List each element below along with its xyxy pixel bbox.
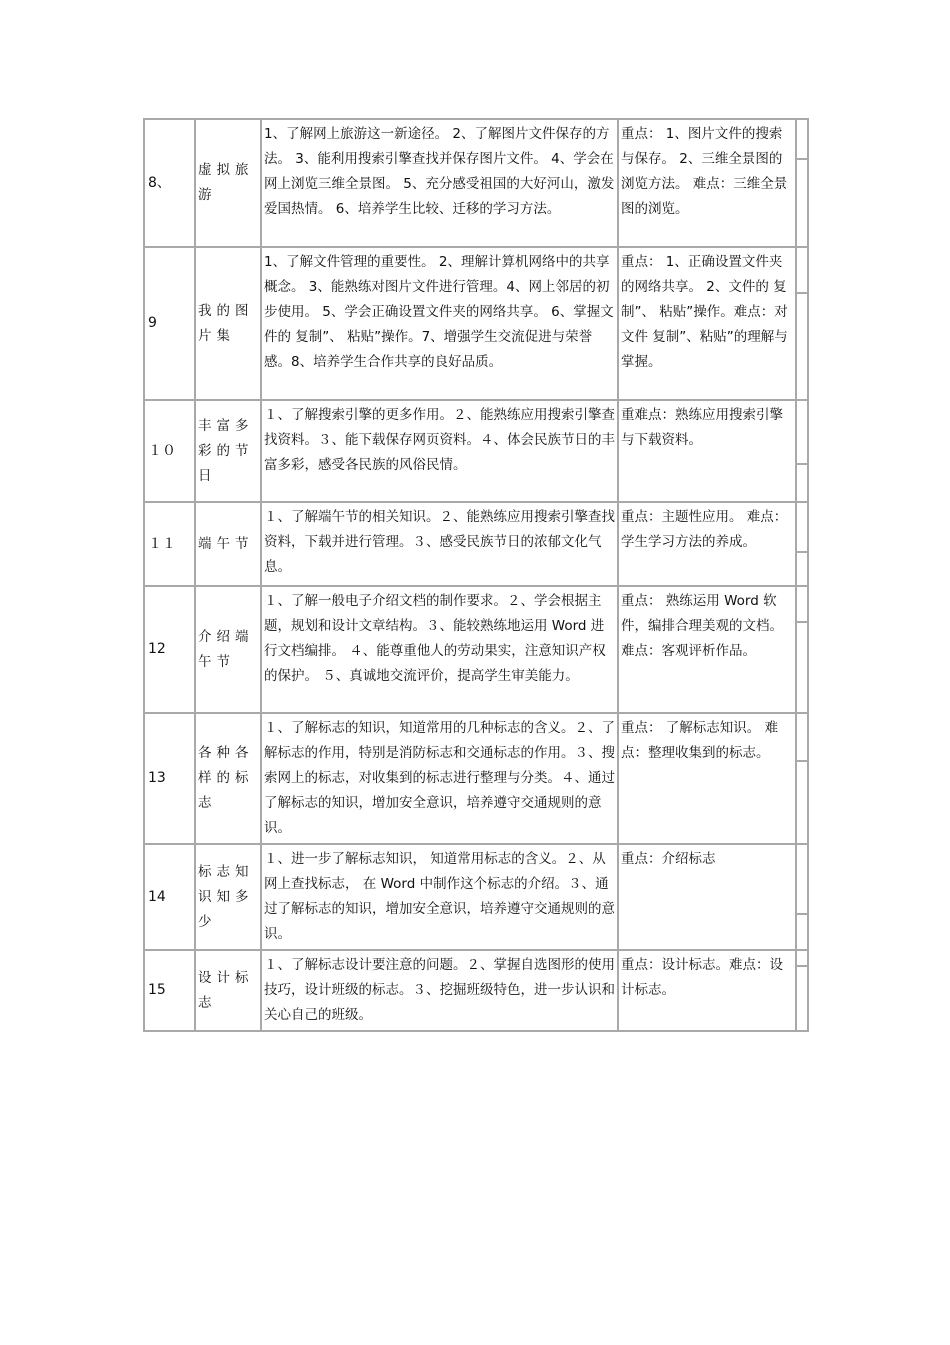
- table-edge-cell: [796, 713, 808, 844]
- lesson-title: 丰富多彩的节日: [195, 400, 261, 502]
- table-row: [144, 844, 808, 950]
- lesson-goals: １、了解端午节的相关知识。２、能熟练应用搜索引擎查找资料，下载并进行管理。３、感受民族节日的浓郁文化气息。: [261, 502, 618, 586]
- table-edge-cell: [796, 586, 808, 713]
- lesson-keypoints: 重点： 了解标志知识。 难点：整理收集到的标志。: [618, 713, 796, 844]
- lesson-title: 端午节: [195, 502, 261, 586]
- table-edge-cell: [796, 119, 808, 247]
- table-row: [144, 400, 808, 502]
- lesson-title: 虚拟旅游: [195, 119, 261, 247]
- lesson-title: 各种各样的标志: [195, 713, 261, 844]
- lesson-title: 我的图片集: [195, 247, 261, 400]
- table-row: [144, 586, 808, 713]
- lesson-goals: 1、了解网上旅游这一新途径。 2、了解图片文件保存的方法。 3、能利用搜索引擎查找并保存图片文件。 4、学会在网上浏览三维全景图。 5、充分感受祖国的大好河山，激发爱国热情。 6、培养学生比较、迁移的学习方法。: [261, 119, 618, 247]
- lesson-goals: １、了解一般电子介绍文档的制作要求。２、学会根据主题，规划和设计文章结构。３、能较熟练地运用 Word 进行文档编排。 ４、能尊重他人的劳动果实，注意知识产权的保护。 ５、真诚地交流评价，提高学生审美能力。: [261, 586, 618, 713]
- table-edge-cell: [796, 502, 808, 586]
- table-edge-cell: [796, 844, 808, 950]
- lesson-goals: １、了解标志设计要注意的问题。２、掌握自选图形的使用技巧，设计班级的标志。３、挖掘班级特色，进一步认识和关心自己的班级。: [261, 950, 618, 1031]
- lesson-number: 13: [144, 713, 195, 844]
- lesson-number: 9: [144, 247, 195, 400]
- table-row: [144, 502, 808, 586]
- lesson-number: 8、: [144, 119, 195, 247]
- lesson-keypoints: 重点： 1、正确设置文件夹的网络共享。 2、文件的 复制”、 粘贴”操作。难点：对文件 复制”、粘贴”的理解与掌握。: [618, 247, 796, 400]
- lesson-title: 介绍端午节: [195, 586, 261, 713]
- lesson-goals: １、了解标志的知识，知道常用的几种标志的含义。２、了解标志的作用，特别是消防标志和交通标志的作用。３、搜索网上的标志，对收集到的标志进行整理与分类。４、通过了解标志的知识，增加安全意识，培养遵守交通规则的意识。: [261, 713, 618, 844]
- lesson-goals: １、进一步了解标志知识， 知道常用标志的含义。２、从网上查找标志， 在 Word 中制作这个标志的介绍。３、通过了解标志的知识，增加安全意识，培养遵守交通规则的意识。: [261, 844, 618, 950]
- lesson-keypoints: 重难点：熟练应用搜索引擎与下载资料。: [618, 400, 796, 502]
- lesson-keypoints: 重点：介绍标志: [618, 844, 796, 950]
- lesson-number: 12: [144, 586, 195, 713]
- table-row: [144, 247, 808, 400]
- lesson-title: 设计标志: [195, 950, 261, 1031]
- lesson-goals: 1、了解文件管理的重要性。 2、理解计算机网络中的共享概念。 3、能熟练对图片文件进行管理。4、网上邻居的初步使用。 5、学会正确设置文件夹的网络共享。 6、掌握文件的 复制”、 粘贴”操作。7、增强学生交流促进与荣誉感。8、培养学生合作共享的良好品质。: [261, 247, 618, 400]
- lesson-title: 标志知识知多少: [195, 844, 261, 950]
- lesson-keypoints: 重点：设计标志。难点：设计标志。: [618, 950, 796, 1031]
- table-edge-cell: [796, 400, 808, 502]
- lesson-number: 14: [144, 844, 195, 950]
- lesson-keypoints: 重点： 1、图片文件的搜索与保存。 2、三维全景图的浏览方法。 难点：三维全景图的浏览。: [618, 119, 796, 247]
- lesson-keypoints: 重点：主题性应用。 难点：学生学习方法的养成。: [618, 502, 796, 586]
- lesson-number: 15: [144, 950, 195, 1031]
- lesson-number: １１: [144, 502, 195, 586]
- table-edge-cell: [796, 247, 808, 400]
- lesson-plan-table: [143, 118, 809, 1032]
- lesson-number: １０: [144, 400, 195, 502]
- table-row: [144, 950, 808, 1031]
- table-row: [144, 713, 808, 844]
- lesson-keypoints: 重点： 熟练运用 Word 软件，编排合理美观的文档。难点：客观评析作品。: [618, 586, 796, 713]
- table-row: [144, 119, 808, 247]
- table-edge-cell: [796, 950, 808, 1031]
- lesson-goals: １、了解搜索引擎的更多作用。２、能熟练应用搜索引擎查找资料。３、能下载保存网页资料。４、体会民族节日的丰富多彩，感受各民族的风俗民情。: [261, 400, 618, 502]
